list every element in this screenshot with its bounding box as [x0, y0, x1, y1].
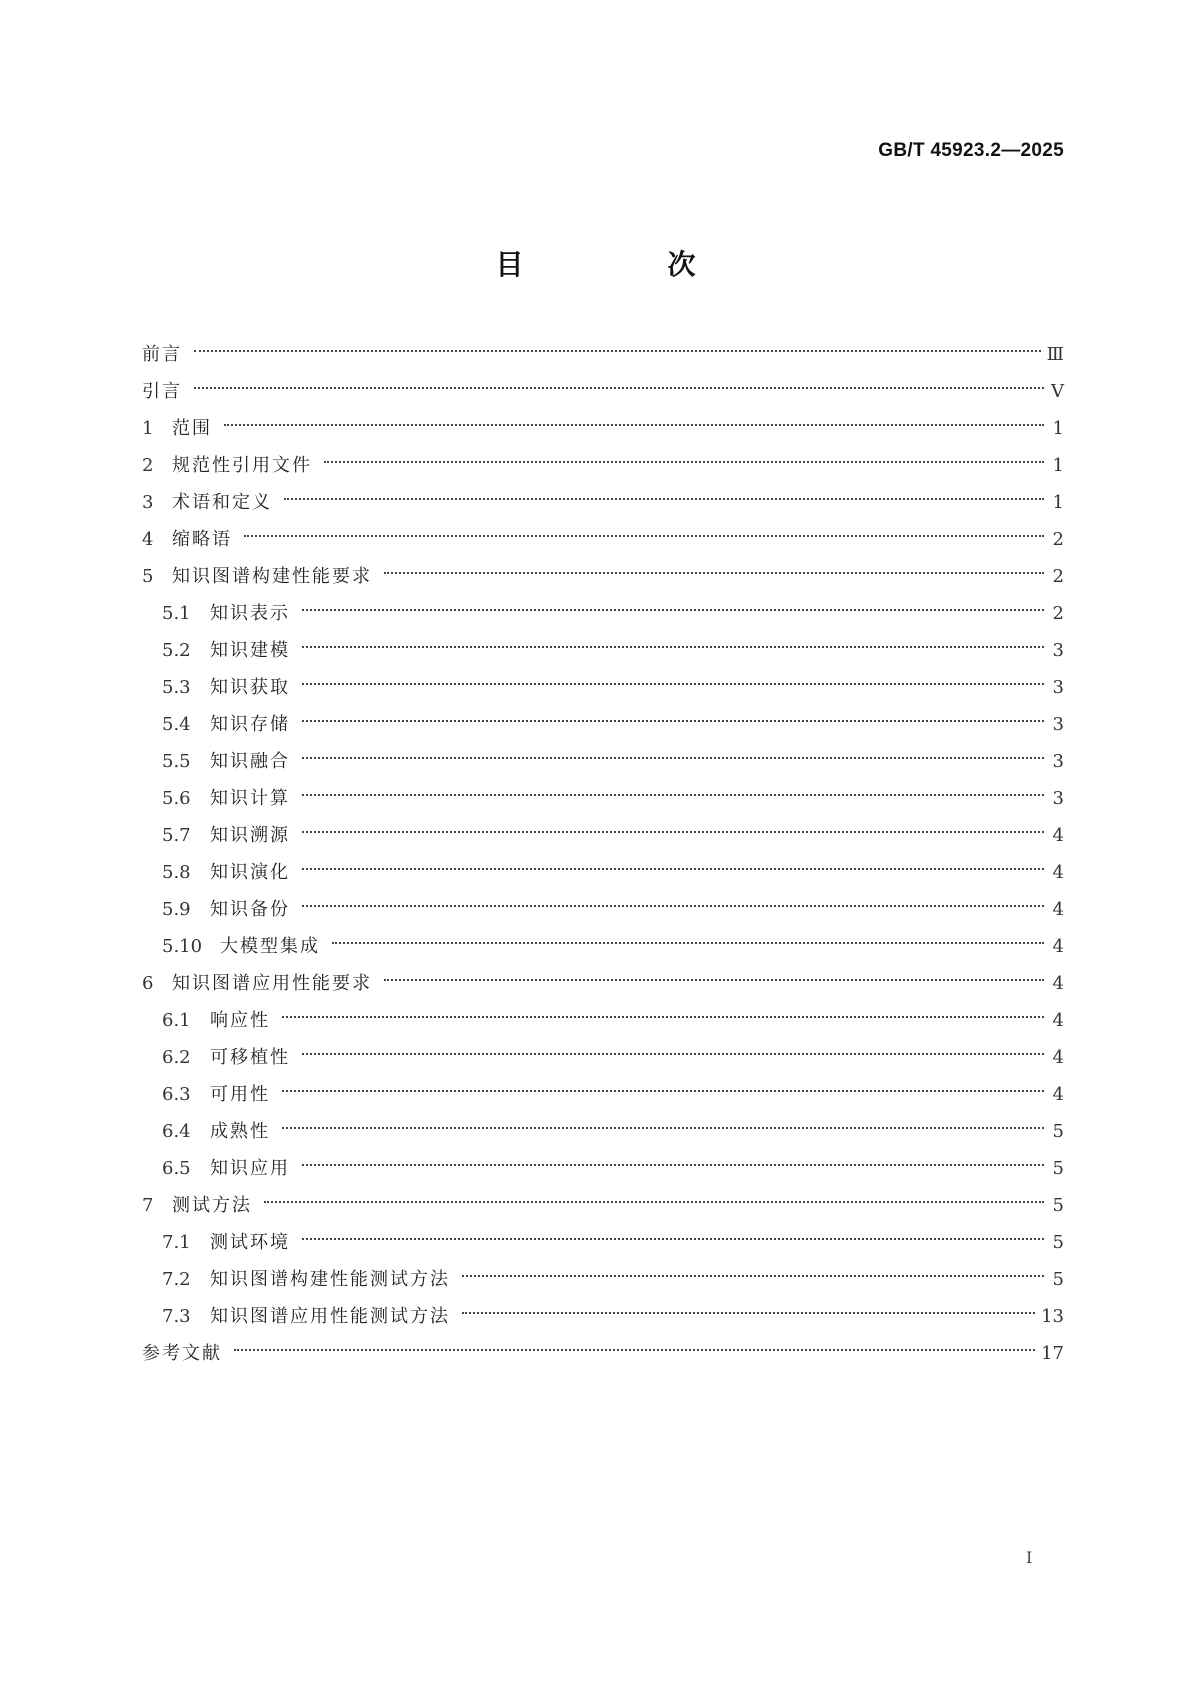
toc-entry-title: 知识图谱构建性能测试方法	[210, 1269, 450, 1290]
toc-entry-number: 5.2	[162, 640, 191, 661]
toc-entry-page: 2	[1052, 603, 1064, 624]
toc-entry-page: 3	[1052, 640, 1064, 661]
toc-entry-title: 知识获取	[210, 677, 290, 698]
toc-entry-title: 缩略语	[172, 529, 232, 550]
toc-entry-page: Ⅴ	[1051, 381, 1064, 402]
toc-entry-title: 大模型集成	[220, 936, 320, 957]
dot-leader	[302, 646, 1044, 648]
toc-entry-page: 4	[1052, 1047, 1064, 1068]
toc-entry-title: 参考文献	[142, 1343, 222, 1364]
toc-entry[interactable]	[142, 965, 1064, 1002]
toc-entry-page: 4	[1052, 936, 1064, 957]
dot-leader	[302, 683, 1044, 685]
dot-leader	[302, 1164, 1044, 1166]
dot-leader	[302, 831, 1044, 833]
toc-entry-number: 3	[142, 492, 154, 513]
standard-code: GB/T 45923.2—2025	[878, 140, 1064, 161]
page-number: I	[1026, 1548, 1033, 1567]
toc-entry-page: 4	[1052, 899, 1064, 920]
dot-leader	[462, 1275, 1044, 1277]
toc-entry[interactable]	[142, 1076, 1064, 1113]
dot-leader	[194, 387, 1044, 389]
toc-entry-title: 测试环境	[210, 1232, 290, 1253]
dot-leader	[282, 1016, 1044, 1018]
toc-entry-page: 3	[1052, 714, 1064, 735]
dot-leader	[462, 1312, 1035, 1314]
toc-entry-number: 5.10	[162, 936, 203, 957]
dot-leader	[194, 350, 1041, 352]
toc-entry-page: 5	[1052, 1121, 1064, 1142]
toc-entry-page: 1	[1052, 455, 1064, 476]
toc-entry-page: 3	[1052, 751, 1064, 772]
toc-entry-number: 7.3	[162, 1306, 191, 1327]
toc-entry-title: 可移植性	[210, 1047, 290, 1068]
toc-entry-page: 1	[1052, 418, 1064, 439]
toc-entry-title: 知识表示	[210, 603, 290, 624]
dot-leader	[264, 1201, 1044, 1203]
toc-entry[interactable]	[142, 928, 1064, 965]
toc-entry[interactable]	[142, 669, 1064, 706]
toc-entry[interactable]	[142, 780, 1064, 817]
dot-leader	[302, 757, 1044, 759]
toc-entry[interactable]	[142, 484, 1064, 521]
toc-entry-page: 5	[1052, 1232, 1064, 1253]
dot-leader	[302, 609, 1044, 611]
toc-entry-number: 5.4	[162, 714, 191, 735]
toc-entry[interactable]	[142, 558, 1064, 595]
toc-entry-number: 4	[142, 529, 154, 550]
toc-entry[interactable]	[142, 1039, 1064, 1076]
toc-entry-page: 17	[1041, 1343, 1064, 1364]
toc-entry-page: 2	[1052, 529, 1064, 550]
toc-entry[interactable]	[142, 1113, 1064, 1150]
toc-entry-title: 响应性	[210, 1010, 270, 1031]
toc-entry-number: 6.3	[162, 1084, 191, 1105]
toc-entry-title: 前言	[142, 344, 182, 365]
dot-leader	[324, 461, 1044, 463]
toc-entry-page: 5	[1052, 1158, 1064, 1179]
toc-entry-title: 成熟性	[210, 1121, 270, 1142]
toc-entry-number: 7.1	[162, 1232, 191, 1253]
toc-entry-title: 引言	[142, 381, 182, 402]
toc-entry[interactable]	[142, 373, 1064, 410]
toc-entry[interactable]	[142, 336, 1064, 373]
toc-entry-title: 术语和定义	[172, 492, 272, 513]
toc-entry-title: 测试方法	[172, 1195, 252, 1216]
dot-leader	[224, 424, 1044, 426]
toc-entry-title: 知识存储	[210, 714, 290, 735]
toc-entry[interactable]	[142, 632, 1064, 669]
toc-entry-number: 5.8	[162, 862, 191, 883]
toc-entry-page: 4	[1052, 1010, 1064, 1031]
toc-entry-title: 知识融合	[210, 751, 290, 772]
toc-entry-number: 6.4	[162, 1121, 191, 1142]
toc-entry-number: 6.1	[162, 1010, 191, 1031]
toc-entry-page: 4	[1052, 973, 1064, 994]
toc-entry-title: 范围	[172, 418, 212, 439]
dot-leader	[244, 535, 1044, 537]
toc-entry[interactable]	[142, 1002, 1064, 1039]
toc-entry-number: 1	[142, 418, 154, 439]
toc-entry-number: 5.9	[162, 899, 191, 920]
toc-entry[interactable]	[142, 706, 1064, 743]
toc-entry-title: 知识图谱应用性能要求	[172, 973, 372, 994]
toc-entry-number: 7	[142, 1195, 154, 1216]
toc-entry-page: 2	[1052, 566, 1064, 587]
toc-entry[interactable]	[142, 1150, 1064, 1187]
toc-entry-number: 6.5	[162, 1158, 191, 1179]
toc-entry[interactable]	[142, 1335, 1064, 1372]
toc-entry-page: 3	[1052, 788, 1064, 809]
toc-entry-page: 5	[1052, 1269, 1064, 1290]
dot-leader	[302, 905, 1044, 907]
dot-leader	[284, 498, 1044, 500]
toc-entry[interactable]	[142, 891, 1064, 928]
toc-entry[interactable]	[142, 743, 1064, 780]
toc-entry[interactable]	[142, 521, 1064, 558]
toc-entry-page: 5	[1052, 1195, 1064, 1216]
toc-entry[interactable]	[142, 1261, 1064, 1298]
dot-leader	[384, 979, 1044, 981]
toc-entry[interactable]	[142, 1187, 1064, 1224]
dot-leader	[302, 794, 1044, 796]
toc-entry-title: 知识计算	[210, 788, 290, 809]
toc-entry[interactable]	[142, 1298, 1064, 1335]
toc-entry[interactable]	[142, 595, 1064, 632]
toc-entry-page: 1	[1052, 492, 1064, 513]
toc-entry[interactable]	[142, 410, 1064, 447]
toc-entry-number: 5.3	[162, 677, 191, 698]
toc-entry-title: 知识图谱应用性能测试方法	[210, 1306, 450, 1327]
toc-entry-number: 5.6	[162, 788, 191, 809]
dot-leader	[332, 942, 1044, 944]
toc-entry[interactable]	[142, 854, 1064, 891]
dot-leader	[302, 1053, 1044, 1055]
toc-entry-number: 6	[142, 973, 154, 994]
toc-entry-number: 5.7	[162, 825, 191, 846]
toc-entry-number: 5.1	[162, 603, 191, 624]
toc-entry-title: 可用性	[210, 1084, 270, 1105]
dot-leader	[302, 868, 1044, 870]
table-of-contents	[142, 336, 1064, 1372]
toc-entry-number: 2	[142, 455, 154, 476]
dot-leader	[384, 572, 1044, 574]
toc-entry-page: 4	[1052, 1084, 1064, 1105]
toc-entry-page: 4	[1052, 825, 1064, 846]
toc-entry-title: 规范性引用文件	[172, 455, 312, 476]
dot-leader	[302, 720, 1044, 722]
dot-leader	[282, 1127, 1044, 1129]
toc-entry-number: 5.5	[162, 751, 191, 772]
toc-entry-title: 知识备份	[210, 899, 290, 920]
toc-entry-number: 5	[142, 566, 154, 587]
toc-entry-title: 知识建模	[210, 640, 290, 661]
toc-entry-page: 3	[1052, 677, 1064, 698]
toc-entry-number: 6.2	[162, 1047, 191, 1068]
dot-leader	[302, 1238, 1044, 1240]
toc-entry-title: 知识应用	[210, 1158, 290, 1179]
toc-title: 目 次	[495, 248, 754, 281]
toc-entry-number: 7.2	[162, 1269, 191, 1290]
dot-leader	[234, 1349, 1035, 1351]
toc-entry-title: 知识溯源	[210, 825, 290, 846]
toc-entry-title: 知识演化	[210, 862, 290, 883]
toc-entry[interactable]	[142, 817, 1064, 854]
toc-entry[interactable]	[142, 447, 1064, 484]
toc-entry-page: 4	[1052, 862, 1064, 883]
toc-entry-page: Ⅲ	[1046, 344, 1064, 365]
toc-entry[interactable]	[142, 1224, 1064, 1261]
toc-entry-page: 13	[1041, 1306, 1064, 1327]
dot-leader	[282, 1090, 1044, 1092]
toc-entry-title: 知识图谱构建性能要求	[172, 566, 372, 587]
